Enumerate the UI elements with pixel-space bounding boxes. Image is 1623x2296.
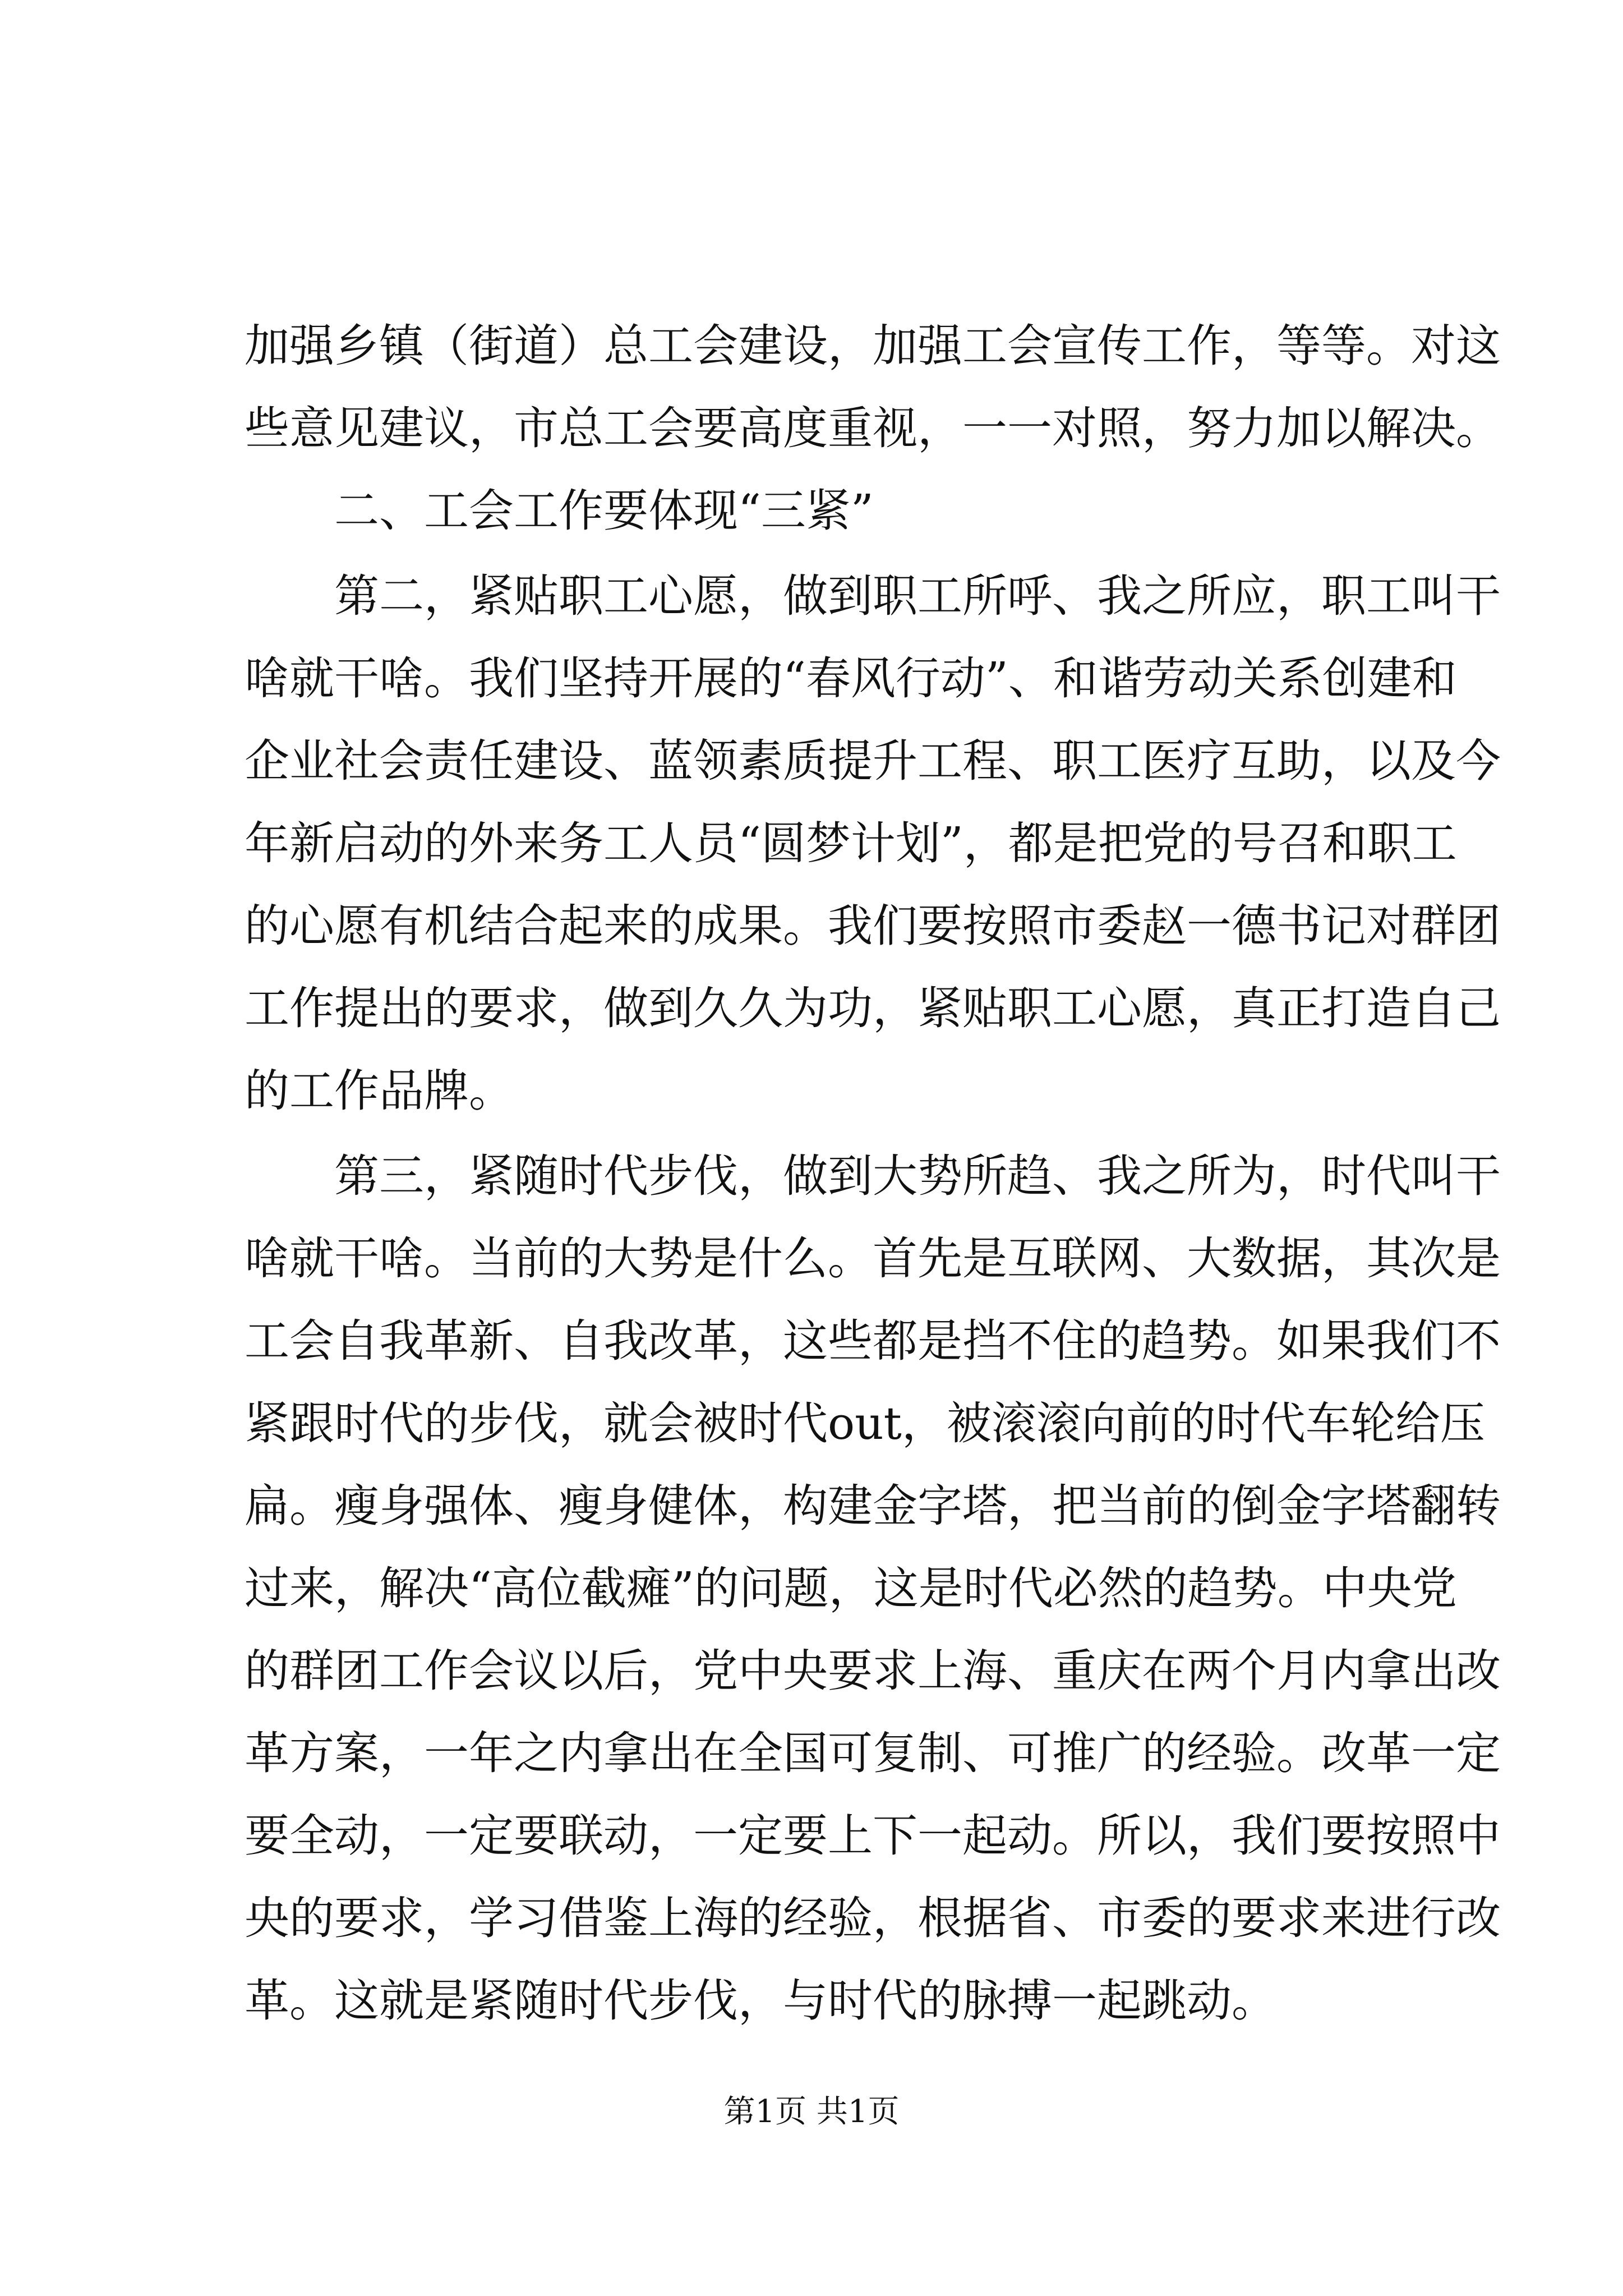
paragraph-first-line: 第三，紧随时代步伐，做到大势所趋、我之所为，时代叫干 [334,1150,1501,1202]
body-line: 革方案，一年之内拿出在全国可复制、可推广的经验。改革一定 [245,1727,1501,1779]
paragraph-first-line: 第二，紧贴职工心愿，做到职工所呼、我之所应，职工叫干 [334,570,1501,622]
body-line: 工会自我革新、自我改革，这些都是挡不住的趋势。如果我们不 [245,1315,1501,1367]
body-line: 的心愿有机结合起来的成果。我们要按照市委赵一德书记对群团 [245,900,1501,952]
body-line: 紧跟时代的步伐，就会被时代out，被滚滚向前的时代车轮给压 [245,1397,1485,1450]
body-line: 央的要求，学习借鉴上海的经验，根据省、市委的要求来进行改 [245,1892,1501,1944]
body-line: 的工作品牌。 [245,1065,514,1117]
body-line: 革。这就是紧随时代步伐，与时代的脉搏一起跳动。 [245,1975,1276,2027]
section-heading: 二、工会工作要体现“三紧” [334,485,874,537]
body-line: 要全动，一定要联动，一定要上下一起动。所以，我们要按照中 [245,1810,1501,1862]
body-line: 企业社会责任建设、蓝领素质提升工程、职工医疗互助，以及今 [245,735,1501,787]
body-line: 工作提出的要求，做到久久为功，紧贴职工心愿，真正打造自己 [245,982,1501,1034]
document-body [245,305,1501,2042]
body-line: 过来，解决“高位截瘫”的问题，这是时代必然的趋势。中央党 [245,1562,1457,1614]
body-line: 扁。瘦身强体、瘦身健体，构建金字塔，把当前的倒金字塔翻转 [245,1480,1501,1532]
body-line: 些意见建议，市总工会要高度重视，一一对照，努力加以解决。 [245,402,1501,454]
body-line: 的群团工作会议以后，党中央要求上海、重庆在两个月内拿出改 [245,1645,1501,1697]
body-line: 年新启动的外来务工人员“圆梦计划”，都是把党的号召和职工 [245,817,1457,869]
body-line: 啥就干啥。当前的大势是什么。首先是互联网、大数据，其次是 [245,1232,1501,1285]
body-line: 啥就干啥。我们坚持开展的“春风行动”、和谐劳动关系创建和 [245,652,1457,705]
page-footer: 第1页 共1页 [723,2093,900,2130]
body-line: 加强乡镇（街道）总工会建设，加强工会宣传工作，等等。对这 [245,320,1501,372]
